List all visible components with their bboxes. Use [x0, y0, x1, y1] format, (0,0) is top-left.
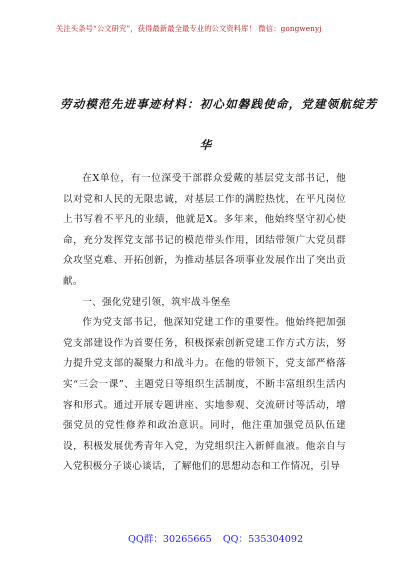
- document-title-line-2: 华: [199, 138, 213, 152]
- body-paragraph: 作为党支部书记，他深知党建工作的重要性。他始终把加强党支部建设作为首要任务，积极探索创新党建工作方式方法，努力提升党支部的凝聚力和战斗力。在他的带领下，党支部严格落实“三会一课”、主题党日等组织生活制度，不断丰富组织生活内容和形式。通过开展专题讲座、实地参观、交流研讨等活动，增强党员的党性修养和政治意识。同时，他注重加强党员队伍建设，积极发展优秀青年入党，为党组织注入新鲜血液。他亲自与入党积极分子谈心谈话，了解他们的思想动态和工作情况，引导: [63, 317, 346, 473]
- header-promo-note: 关注头条号“公文研究”，获得最新最全最专业的公文资料库！ 微信：gongwenyj: [56, 24, 322, 33]
- section-heading: 一、强化党建引领，筑牢战斗堡垒: [82, 296, 231, 308]
- footer-contact: [128, 534, 328, 546]
- document-body: [63, 169, 346, 478]
- footer-qq-group: QQ群：30265665: [128, 534, 212, 545]
- intro-paragraph: 在X单位，有一位深受干部群众爱戴的基层党支部书记，他以对党和人民的无限忠诚，对基层工作的满腔热忱，在平凡岗位上书写着不平凡的业绩，他就是X。多年来，他始终坚守初心使命，充分发挥党支部书记的模范带头作用，团结带领广大党员群众攻坚克难、开拓创新，为推动基层各项事业发展作出了突出贡献。: [63, 173, 346, 287]
- document-title-line-1: 劳动模范先进事迹材料：初心如磐践使命，党建领航绽芳: [60, 97, 378, 111]
- footer-qq-number: QQ：535304092: [222, 534, 304, 545]
